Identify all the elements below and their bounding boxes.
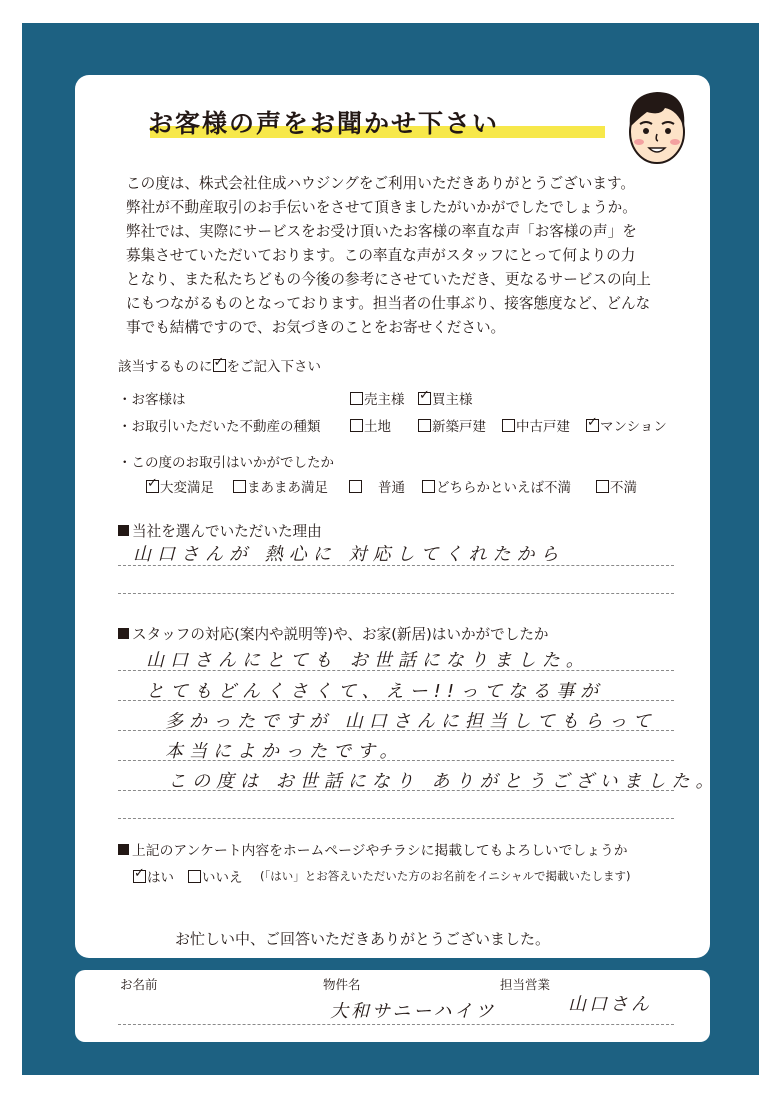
intro-line: にもつながるものとなっております。担当者の仕事ぶり、接客態度など、どんな [126,295,651,312]
checkbox[interactable] [349,480,362,493]
section-reason-heading: 当社を選んでいただいた理由 [118,520,322,541]
answer-line [118,730,674,731]
permission-note: (「はい」とお答えいただいた方のお名前をイニシャルで掲載いたします) [260,869,631,883]
staff-answer-line: 山口さんにとても お世話になりました。 [146,650,590,671]
option-land[interactable]: 土地 [350,415,391,435]
option-yes[interactable]: ✓はい [133,866,174,886]
option-very-satisfied[interactable]: ✓大変満足 [146,476,214,496]
property-label: 物件名 [323,977,361,992]
answer-line [118,818,674,819]
q-property-label: ・お取引いただいた不動産の種類 [118,419,321,435]
checkbox-checked[interactable] [146,480,159,493]
staff-face-icon [617,82,697,172]
intro-line: 弊社では、実際にサービスをお受け頂いたお客様の率直な声「お客様の声」を [126,223,637,240]
footer-line [118,1024,674,1025]
answer-line [118,565,674,566]
reason-answer: 山口さんが 熱心に 対応してくれたから [133,544,565,565]
name-label: お名前 [120,977,158,992]
thanks-message: お忙しい中、ご回答いただきありがとうございました。 [175,930,551,948]
intro-line: 募集させていただいております。この率直な声がスタッフにとって何よりの力 [126,247,636,264]
checkbox-checked[interactable] [586,419,599,432]
answer-line [118,593,674,594]
checkbox[interactable] [350,392,363,405]
intro-text [126,172,676,340]
checkbox[interactable] [418,419,431,432]
option-fairly-satisfied[interactable]: まあまあ満足 [233,476,328,496]
check-instruction: 該当するものに✓ をご記入下さい [118,355,321,375]
checkbox[interactable] [350,419,363,432]
q-satisfaction-label: ・この度のお取引はいかがでしたか [118,455,334,471]
property-value: 大和サニーハイツ [330,1001,497,1022]
checkbox[interactable] [188,870,201,883]
option-buyer[interactable]: ✓ 買主様 [418,388,473,408]
checkbox[interactable] [422,480,435,493]
staff-answer-line: とてもどんくさくて、えー!!ってなる事が [146,681,605,702]
section-staff-heading: スタッフの対応(案内や説明等)や、お家(新居)はいかがでしたか [118,623,549,644]
square-bullet-icon [118,628,129,639]
option-seller[interactable]: 売主様 [350,388,405,408]
section-permission-heading: 上記のアンケート内容をホームページやチラシに掲載してもよろしいでしょうか [118,839,628,859]
option-new-house[interactable]: 新築戸建 [418,415,486,435]
check-icon [213,359,226,372]
page-title: お客様の声をお聞かせ下さい [148,109,500,138]
square-bullet-icon [118,844,129,855]
option-no[interactable]: いいえ [188,866,243,886]
answer-line [118,760,674,761]
staff-answer-line: 多かったですが 山口さんに担当してもらって [165,711,657,732]
staff-answer-line: この度は お世話になり ありがとうございました。 [168,771,720,792]
checkbox[interactable] [596,480,609,493]
option-normal[interactable]: 普通 [349,476,405,496]
checkbox-checked[interactable] [133,870,146,883]
answer-line [118,670,674,671]
intro-line: となり、また私たちどもの今後の参考にさせていただき、更なるサービスの向上 [126,271,651,288]
staff-label: 担当営業 [500,977,551,992]
intro-line: 弊社が不動産取引のお手伝いをさせて頂きましたがいかがでしたでしょうか。 [126,199,637,216]
option-dissatisfied[interactable]: 不満 [596,476,637,496]
intro-line: この度は、株式会社住成ハウジングをご利用いただきありがとうございます。 [126,175,635,192]
square-bullet-icon [118,525,129,536]
staff-answer-line: 本当によかったです。 [165,741,404,762]
answer-line [118,790,674,791]
checkbox[interactable] [233,480,246,493]
intro-line: 事でも結構ですので、お気づきのことをお寄せください。 [126,319,506,336]
checkbox-checked[interactable] [418,392,431,405]
option-used-house[interactable]: 中古戸建 [502,415,570,435]
option-somewhat-dissatisfied[interactable]: どちらかといえば不満 [422,476,571,496]
staff-value: 山口さん [568,994,652,1015]
answer-line [118,700,674,701]
q-customer-label: ・お客様は [118,392,186,408]
option-mansion[interactable]: ✓ マンション [586,415,667,435]
checkbox[interactable] [502,419,515,432]
